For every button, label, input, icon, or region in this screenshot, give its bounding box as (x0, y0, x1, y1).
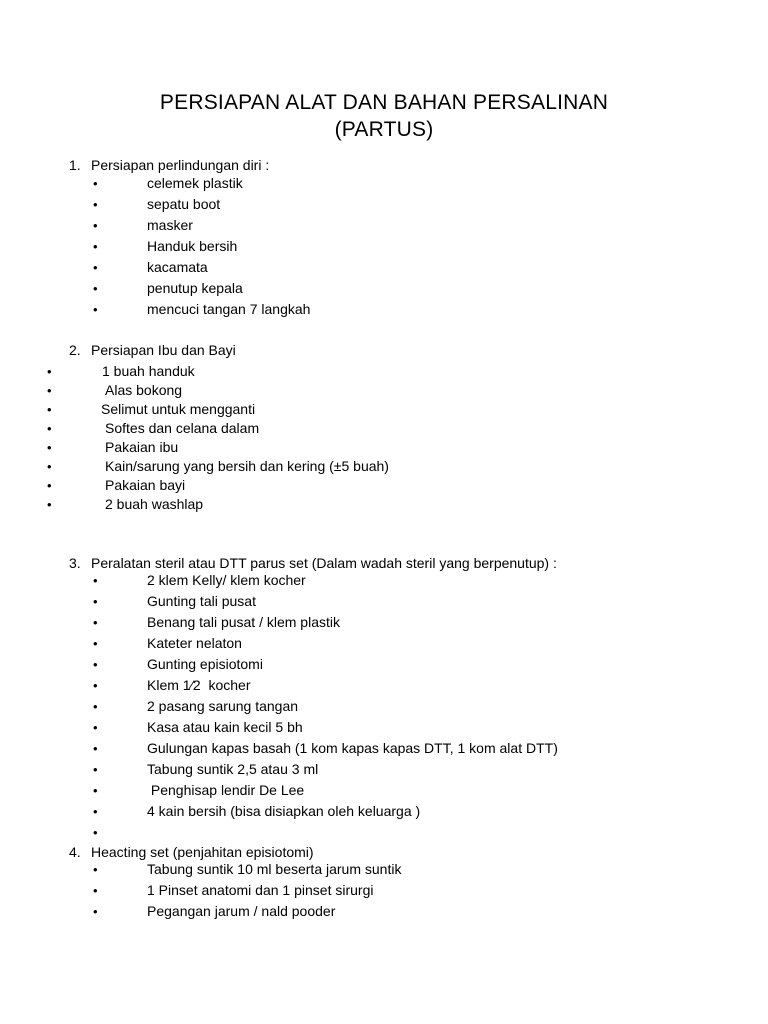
list-item: 1 buah handuk (102, 363, 195, 379)
list-item: Kateter nelaton (147, 635, 242, 651)
list-item: Selimut untuk mengganti (101, 401, 256, 417)
bullet-point: • (47, 402, 52, 417)
bullet-point: • (47, 421, 52, 436)
section-number: 2. (69, 342, 81, 358)
bullet-point: • (93, 302, 98, 317)
section-number: 1. (69, 157, 81, 173)
list-item: 4 kain bersih (bisa disiapkan oleh keluarga ) (147, 803, 421, 819)
bullet-point: • (93, 281, 98, 296)
bullet-point: • (93, 176, 98, 191)
list-item: penutup kepala (147, 280, 243, 296)
bullet-point: • (93, 678, 98, 693)
section-heading: Persiapan Ibu dan Bayi (91, 342, 236, 358)
list-item: Pakaian ibu (105, 439, 179, 455)
list-item: Gulungan kapas basah (1 kom kapas kapas DTT, 1 kom alat DTT) (147, 740, 558, 756)
bullet-point: • (47, 478, 52, 493)
section-heading: Persiapan perlindungan diri : (91, 157, 270, 173)
list-item: Gunting tali pusat (147, 593, 256, 609)
bullet-point: • (93, 239, 98, 254)
list-item: Pegangan jarum / nald pooder (147, 903, 336, 919)
document-title-line-2: (PARTUS) (334, 118, 434, 141)
bullet-point: • (93, 783, 98, 798)
bullet-point: • (47, 383, 52, 398)
bullet-point: • (93, 762, 98, 777)
list-item: kacamata (147, 259, 208, 275)
list-item: Gunting episiotomi (147, 656, 263, 672)
bullet-point: • (47, 364, 52, 379)
list-item: Kasa atau kain kecil 5 bh (147, 719, 303, 735)
bullet-point: • (93, 657, 98, 672)
list-item: Alas bokong (105, 382, 183, 398)
bullet-point: • (93, 862, 98, 877)
list-item: masker (147, 217, 193, 233)
bullet-point: • (93, 260, 98, 275)
list-item: Softes dan celana dalam (105, 420, 260, 436)
list-item: Tabung suntik 2,5 atau 3 ml (147, 761, 319, 777)
bullet-point: • (47, 497, 52, 512)
bullet-point: • (93, 720, 98, 735)
bullet-point: • (93, 594, 98, 609)
list-item: Handuk bersih (147, 238, 238, 254)
list-item: sepatu boot (147, 196, 221, 212)
list-item: Benang tali pusat / klem plastik (147, 614, 340, 630)
section-number: 3. (69, 555, 81, 571)
bullet-point: • (93, 825, 98, 840)
document-title-line-1: PERSIAPAN ALAT DAN BAHAN PERSALINAN (159, 91, 609, 114)
section-heading: Heacting set (penjahitan episiotomi) (91, 844, 314, 860)
bullet-point: • (93, 197, 98, 212)
list-item: 1 Pinset anatomi dan 1 pinset sirurgi (147, 882, 374, 898)
bullet-point: • (93, 741, 98, 756)
bullet-point: • (93, 699, 98, 714)
list-item: 2 klem Kelly/ klem kocher (147, 572, 306, 588)
bullet-point: • (47, 440, 52, 455)
bullet-point: • (93, 883, 98, 898)
section-heading: Peralatan steril atau DTT parus set (Dalam wadah steril yang berpenutup) : (91, 555, 557, 571)
bullet-point: • (93, 573, 98, 588)
list-item: celemek plastik (147, 175, 243, 191)
list-item: Tabung suntik 10 ml beserta jarum suntik (147, 861, 402, 877)
bullet-point: • (47, 459, 52, 474)
list-item: 2 buah washlap (105, 496, 204, 512)
bullet-point: • (93, 218, 98, 233)
list-item: Klem 1⁄2 kocher (147, 677, 251, 693)
section-number: 4. (69, 844, 81, 860)
bullet-point: • (93, 615, 98, 630)
bullet-point: • (93, 904, 98, 919)
list-item: 2 pasang sarung tangan (147, 698, 299, 714)
list-item: Penghisap lendir De Lee (147, 782, 305, 798)
bullet-point: • (93, 636, 98, 651)
list-item: Pakaian bayi (105, 477, 186, 493)
list-item: Kain/sarung yang bersih dan kering (±5 buah) (105, 458, 389, 474)
list-item: mencuci tangan 7 langkah (147, 301, 311, 317)
bullet-point: • (93, 804, 98, 819)
